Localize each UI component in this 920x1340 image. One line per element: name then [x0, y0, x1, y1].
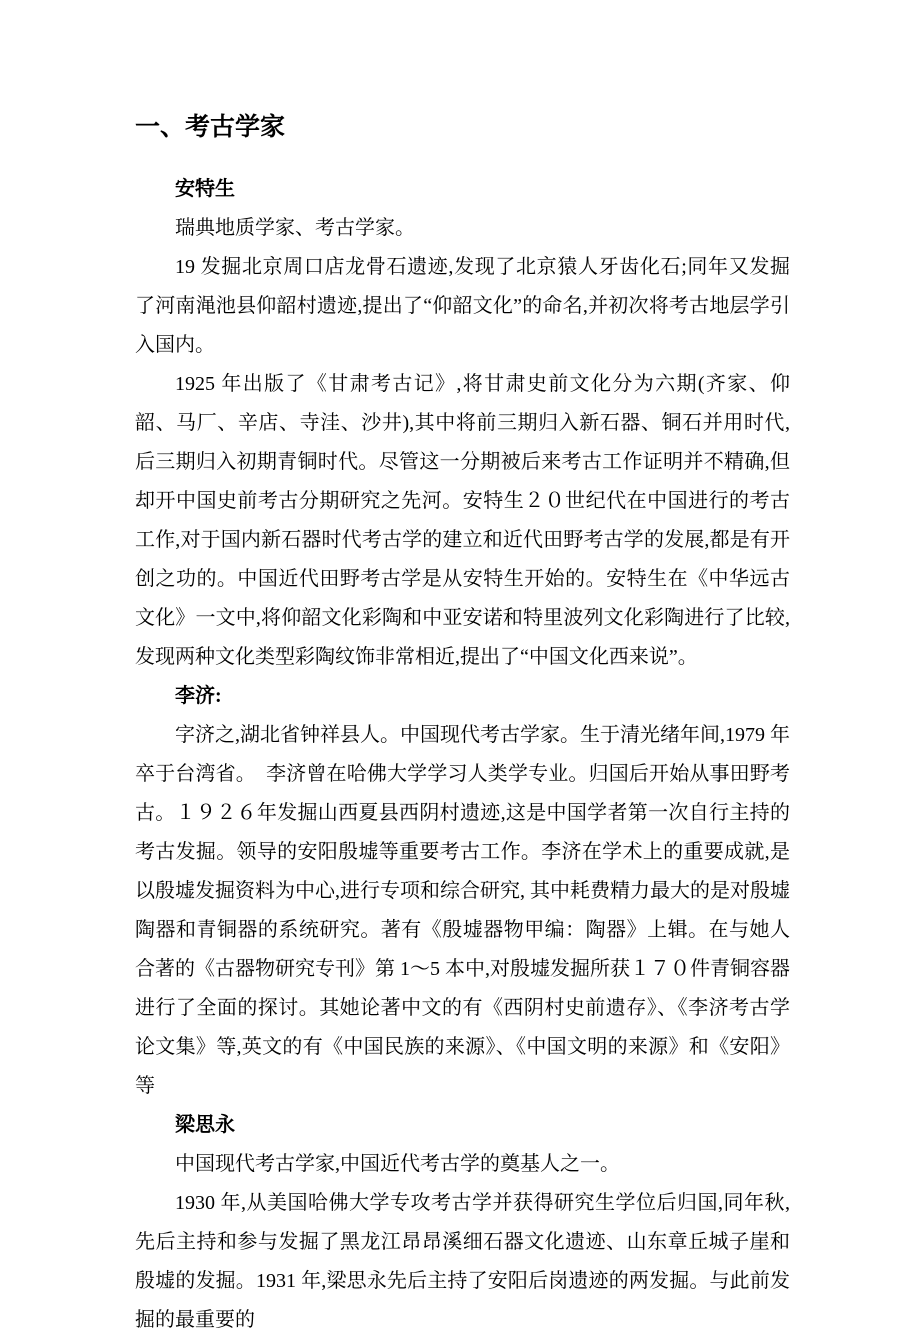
section-heading-antesheng: 安特生	[175, 178, 235, 200]
paragraph: 中国现代考古学家,中国近代考古学的奠基人之一。	[175, 1153, 620, 1175]
paragraph: 19 发掘北京周口店龙骨石遗迹,发现了北京猿人牙齿化石;同年又发掘了河南渑池县仰韶村遗迹,提出了“仰韶文化”的命名,并初次将考古地层学引入国内。	[135, 256, 790, 356]
document-title: 一、考古学家	[135, 114, 286, 141]
paragraph: 1930 年,从美国哈佛大学专攻考古学并获得研究生学位后归国,同年秋,先后主持和参与发掘了黑龙江昂昂溪细石器文化遗迹、山东章丘城子崖和殷墟的发掘。1931 年,梁思永先后主持了安阳后岗遗迹的两发掘。与此前发掘的最重要的	[135, 1192, 790, 1331]
paragraph: 字济之,湖北省钟祥县人。中国现代考古学家。生于清光绪年间,1979 年卒于台湾省。 李济曾在哈佛大学学习人类学专业。归国后开始从事田野考古。１９２６年发掘山西夏县西阴村遗迹,这是中国学者第一次自行主持的考古发掘。领导的安阳殷墟等重要考古工作。李济在学术上的重要成就,是以殷墟发掘资料为中心,进行专项和综合研究, 其中耗费精力最大的是对殷墟陶器和青铜器的系统研究。著有《殷墟器物甲编：陶器》上辑。在与她人合著的《古器物研究专刊》第 1〜5 本中,对殷墟发掘所获１７０件青铜容器进行了全面的探讨。其她论著中文的有《西阴村史前遗存》、《李济考古学论文集》等,英文的有《中国民族的来源》、《中国文明的来源》和《安阳》等	[135, 724, 790, 1097]
paragraph: 瑞典地质学家、考古学家。	[175, 217, 415, 239]
section-heading-liangsiyong: 梁思永	[175, 1114, 235, 1136]
section-heading-liji: 李济:	[175, 685, 222, 707]
paragraph: 1925 年出版了《甘肃考古记》,将甘肃史前文化分为六期(齐家、仰韶、马厂、辛店、寺洼、沙井),其中将前三期归入新石器、铜石并用时代,后三期归入初期青铜时代。尽管这一分期被后来考古工作证明并不精确,但却开中国史前考古分期研究之先河。安特生２０世纪代在中国进行的考古工作,对于国内新石器时代考古学的建立和近代田野考古学的发展,都是有开创之功的。中国近代田野考古学是从安特生开始的。安特生在《中华远古文化》一文中,将仰韶文化彩陶和中亚安诺和特里波列文化彩陶进行了比较,发现两种文化类型彩陶纹饰非常相近,提出了“中国文化西来说”。	[135, 373, 790, 668]
